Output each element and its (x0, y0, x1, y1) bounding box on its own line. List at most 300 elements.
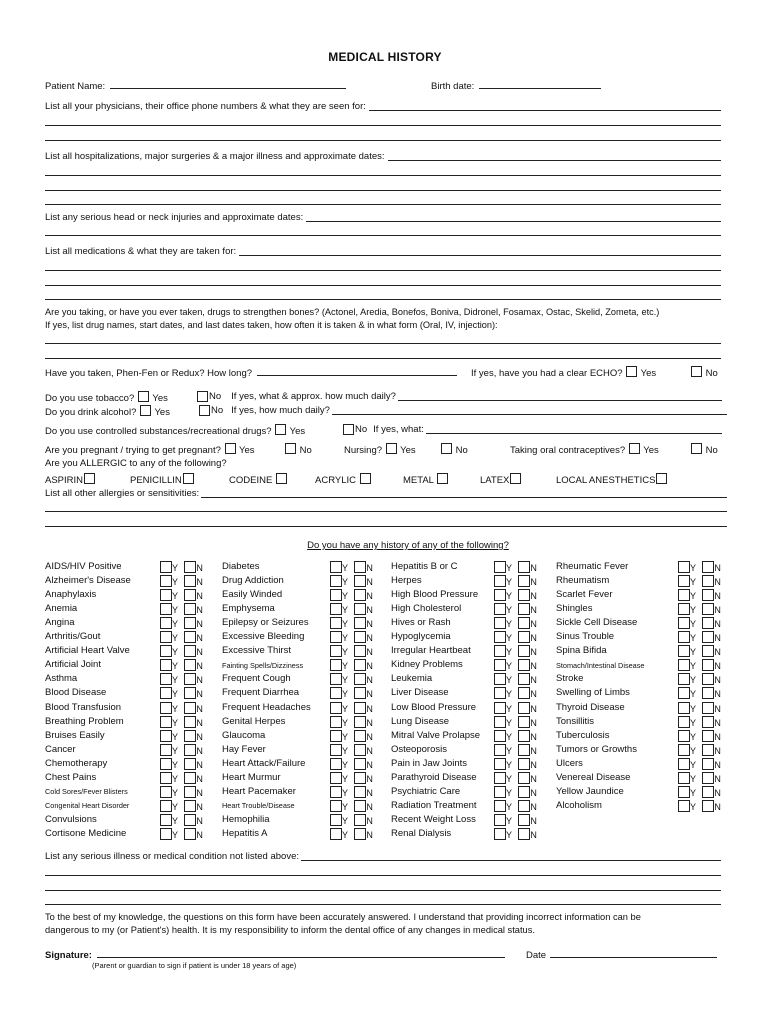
condition-yes-checkbox[interactable] (494, 575, 506, 587)
condition-no-checkbox[interactable] (184, 603, 196, 615)
condition-no-checkbox[interactable] (702, 716, 714, 728)
condition-yes-checkbox[interactable] (494, 673, 506, 685)
condition-yes-checkbox[interactable] (678, 730, 690, 742)
condition-yes-label: Y (172, 703, 178, 714)
answer-line[interactable] (45, 358, 721, 359)
answer-line[interactable] (45, 890, 721, 891)
answer-line[interactable] (45, 875, 721, 876)
condition-yes-checkbox[interactable] (160, 800, 172, 812)
nursing-yes-label: Yes (400, 445, 416, 456)
condition-yes-checkbox[interactable] (160, 772, 172, 784)
condition-no-label: N (530, 661, 537, 672)
condition-yes-checkbox[interactable] (330, 673, 342, 685)
condition-yes-no (160, 687, 203, 699)
condition-yes-no (678, 758, 721, 770)
condition-no-checkbox[interactable] (702, 617, 714, 629)
condition-no-label: N (366, 717, 373, 728)
condition-no-checkbox[interactable] (184, 575, 196, 587)
condition-yes-checkbox[interactable] (160, 673, 172, 685)
contraceptives-label: Taking oral contraceptives? (510, 445, 626, 456)
condition-no-checkbox[interactable] (518, 828, 530, 840)
pregnant-no-checkbox[interactable] (285, 443, 296, 454)
physicians-field[interactable] (369, 101, 721, 111)
condition-label: Stroke (556, 673, 584, 685)
allergen-checkbox[interactable] (437, 473, 448, 484)
condition-label: Sinus Trouble (556, 631, 615, 643)
other-illness-label: List any serious illness or medical condition not listed above: (45, 851, 299, 862)
condition-yes-checkbox[interactable] (160, 645, 172, 657)
condition-yes-label: Y (342, 633, 348, 644)
condition-yes-checkbox[interactable] (330, 589, 342, 601)
condition-yes-checkbox[interactable] (330, 617, 342, 629)
allergen-checkbox[interactable] (656, 473, 667, 484)
condition-yes-checkbox[interactable] (678, 758, 690, 770)
condition-yes-checkbox[interactable] (678, 744, 690, 756)
condition-no-checkbox[interactable] (518, 814, 530, 826)
condition-yes-checkbox[interactable] (330, 603, 342, 615)
condition-yes-label: Y (506, 591, 512, 602)
condition-yes-label: Y (506, 829, 512, 840)
condition-yes-checkbox[interactable] (678, 659, 690, 671)
condition-yes-no (494, 702, 537, 714)
condition-no-checkbox[interactable] (184, 687, 196, 699)
condition-no-checkbox[interactable] (702, 631, 714, 643)
condition-yes-checkbox[interactable] (494, 800, 506, 812)
alcohol-followup-field[interactable] (332, 405, 727, 415)
condition-yes-no (330, 730, 373, 742)
condition-no-checkbox[interactable] (184, 772, 196, 784)
phenfen-field[interactable] (257, 366, 457, 376)
condition-label: Excessive Bleeding (222, 631, 305, 643)
condition-label: Rheumatism (556, 575, 610, 587)
condition-yes-checkbox[interactable] (678, 673, 690, 685)
condition-yes-checkbox[interactable] (160, 744, 172, 756)
condition-no-checkbox[interactable] (702, 561, 714, 573)
condition-no-checkbox[interactable] (354, 702, 366, 714)
condition-no-checkbox[interactable] (354, 589, 366, 601)
condition-no-label: N (530, 633, 537, 644)
answer-line[interactable] (45, 285, 721, 286)
condition-no-checkbox[interactable] (184, 828, 196, 840)
condition-yes-checkbox[interactable] (494, 645, 506, 657)
contraceptives-row (510, 443, 659, 456)
condition-yes-checkbox[interactable] (678, 603, 690, 615)
allergen-penicillin (130, 473, 195, 486)
condition-yes-checkbox[interactable] (160, 603, 172, 615)
signature-field[interactable] (97, 948, 505, 958)
condition-yes-checkbox[interactable] (330, 716, 342, 728)
condition-yes-checkbox[interactable] (494, 589, 506, 601)
answer-line[interactable] (45, 125, 721, 126)
condition-yes-checkbox[interactable] (330, 659, 342, 671)
substances-followup-field[interactable] (426, 424, 722, 434)
answer-line[interactable] (45, 511, 727, 512)
condition-yes-checkbox[interactable] (330, 744, 342, 756)
allergen-checkbox[interactable] (276, 473, 287, 484)
condition-yes-checkbox[interactable] (160, 589, 172, 601)
condition-no-checkbox[interactable] (518, 786, 530, 798)
condition-no-label: N (196, 633, 203, 644)
condition-no-checkbox[interactable] (518, 758, 530, 770)
condition-no-checkbox[interactable] (354, 687, 366, 699)
condition-yes-checkbox[interactable] (160, 561, 172, 573)
condition-yes-checkbox[interactable] (160, 659, 172, 671)
condition-no-checkbox[interactable] (184, 744, 196, 756)
condition-yes-label: Y (690, 745, 696, 756)
condition-yes-checkbox[interactable] (494, 828, 506, 840)
condition-yes-checkbox[interactable] (494, 758, 506, 770)
substances-no-row (342, 424, 722, 435)
condition-yes-checkbox[interactable] (678, 575, 690, 587)
condition-label: High Blood Pressure (391, 589, 479, 601)
condition-yes-checkbox[interactable] (678, 772, 690, 784)
condition-no-checkbox[interactable] (518, 645, 530, 657)
condition-yes-checkbox[interactable] (330, 828, 342, 840)
condition-no-label: N (196, 605, 203, 616)
alcohol-yes-label: Yes (154, 407, 170, 418)
condition-yes-checkbox[interactable] (160, 786, 172, 798)
condition-no-checkbox[interactable] (184, 631, 196, 643)
condition-yes-no (494, 758, 537, 770)
condition-no-checkbox[interactable] (354, 772, 366, 784)
condition-no-checkbox[interactable] (354, 758, 366, 770)
condition-yes-checkbox[interactable] (678, 561, 690, 573)
condition-yes-no (160, 702, 203, 714)
patient-name-field[interactable] (110, 79, 346, 89)
answer-line[interactable] (45, 299, 721, 300)
condition-no-label: N (196, 661, 203, 672)
condition-label: Alcoholism (556, 799, 602, 811)
answer-line[interactable] (45, 140, 721, 141)
contraceptives-no-row (690, 443, 718, 456)
condition-no-checkbox[interactable] (518, 659, 530, 671)
condition-yes-checkbox[interactable] (160, 758, 172, 770)
condition-yes-checkbox[interactable] (160, 631, 172, 643)
condition-yes-label: Y (690, 647, 696, 658)
substances-row (45, 424, 305, 437)
condition-no-checkbox[interactable] (702, 687, 714, 699)
medications-field[interactable] (239, 246, 721, 256)
condition-yes-no (678, 730, 721, 742)
condition-no-checkbox[interactable] (184, 645, 196, 657)
condition-yes-no (494, 744, 537, 756)
echo-yes-checkbox[interactable] (626, 366, 637, 377)
condition-no-checkbox[interactable] (354, 617, 366, 629)
nursing-no-checkbox[interactable] (441, 443, 452, 454)
condition-yes-label: Y (342, 619, 348, 630)
answer-line[interactable] (45, 235, 721, 236)
other-illness-field[interactable] (301, 851, 721, 861)
condition-no-checkbox[interactable] (354, 814, 366, 826)
contraceptives-yes-checkbox[interactable] (629, 443, 640, 454)
condition-yes-checkbox[interactable] (494, 786, 506, 798)
condition-yes-label: Y (506, 731, 512, 742)
condition-yes-label: Y (506, 801, 512, 812)
condition-no-checkbox[interactable] (518, 603, 530, 615)
echo-no-checkbox[interactable] (691, 366, 702, 377)
condition-yes-checkbox[interactable] (330, 730, 342, 742)
condition-no-label: N (714, 703, 721, 714)
condition-no-checkbox[interactable] (354, 716, 366, 728)
condition-yes-checkbox[interactable] (330, 814, 342, 826)
condition-yes-checkbox[interactable] (494, 659, 506, 671)
condition-yes-checkbox[interactable] (160, 716, 172, 728)
condition-no-checkbox[interactable] (702, 589, 714, 601)
condition-yes-label: Y (506, 605, 512, 616)
condition-no-checkbox[interactable] (354, 786, 366, 798)
condition-label: Heart Attack/Failure (222, 757, 306, 769)
condition-yes-label: Y (506, 703, 512, 714)
condition-yes-no (678, 687, 721, 699)
guardian-note: (Parent or guardian to sign if patient is under 18 years of age) (92, 961, 297, 970)
condition-no-checkbox[interactable] (518, 589, 530, 601)
tobacco-yes-checkbox[interactable] (138, 391, 149, 402)
condition-no-label: N (196, 829, 203, 840)
condition-no-label: N (714, 633, 721, 644)
condition-yes-label: Y (172, 815, 178, 826)
patient-name-row (45, 79, 346, 92)
condition-yes-checkbox[interactable] (330, 758, 342, 770)
condition-yes-checkbox[interactable] (678, 617, 690, 629)
condition-label: Radiation Treatment (391, 799, 477, 811)
condition-yes-checkbox[interactable] (160, 828, 172, 840)
condition-yes-checkbox[interactable] (494, 772, 506, 784)
condition-no-checkbox[interactable] (354, 673, 366, 685)
allergen-local-anesthetics (556, 473, 668, 486)
condition-yes-checkbox[interactable] (494, 617, 506, 629)
answer-line[interactable] (45, 343, 721, 344)
condition-yes-checkbox[interactable] (330, 786, 342, 798)
condition-no-label: N (530, 745, 537, 756)
condition-yes-checkbox[interactable] (678, 800, 690, 812)
condition-no-checkbox[interactable] (184, 730, 196, 742)
condition-yes-no (160, 716, 203, 728)
substances-no-checkbox[interactable] (343, 424, 354, 435)
condition-yes-checkbox[interactable] (330, 631, 342, 643)
condition-yes-checkbox[interactable] (160, 575, 172, 587)
condition-no-checkbox[interactable] (518, 730, 530, 742)
contraceptives-no-label: No (705, 445, 718, 456)
condition-no-checkbox[interactable] (184, 716, 196, 728)
condition-yes-label: Y (506, 815, 512, 826)
allergen-codeine (229, 473, 288, 486)
substances-yes-checkbox[interactable] (275, 424, 286, 435)
condition-no-checkbox[interactable] (184, 617, 196, 629)
condition-yes-label: Y (506, 563, 512, 573)
condition-no-checkbox[interactable] (702, 758, 714, 770)
alcohol-yes-checkbox[interactable] (140, 405, 151, 416)
condition-yes-label: Y (172, 745, 178, 756)
condition-yes-checkbox[interactable] (494, 603, 506, 615)
condition-no-checkbox[interactable] (518, 617, 530, 629)
condition-label: Low Blood Pressure (391, 701, 477, 713)
condition-yes-checkbox[interactable] (330, 687, 342, 699)
condition-no-checkbox[interactable] (354, 631, 366, 643)
condition-no-checkbox[interactable] (184, 673, 196, 685)
allergen-checkbox[interactable] (360, 473, 371, 484)
condition-no-label: N (714, 563, 721, 573)
condition-yes-checkbox[interactable] (160, 687, 172, 699)
condition-label: Heart Murmur (222, 771, 281, 783)
condition-yes-no (330, 800, 373, 812)
condition-no-checkbox[interactable] (518, 687, 530, 699)
condition-yes-checkbox[interactable] (678, 589, 690, 601)
nursing-yes-checkbox[interactable] (386, 443, 397, 454)
condition-no-checkbox[interactable] (518, 772, 530, 784)
condition-no-checkbox[interactable] (702, 786, 714, 798)
condition-yes-checkbox[interactable] (330, 800, 342, 812)
condition-yes-checkbox[interactable] (330, 575, 342, 587)
condition-no-checkbox[interactable] (518, 744, 530, 756)
condition-yes-checkbox[interactable] (494, 561, 506, 573)
condition-yes-checkbox[interactable] (678, 687, 690, 699)
condition-yes-checkbox[interactable] (678, 716, 690, 728)
condition-label: Frequent Diarrhea (222, 687, 300, 699)
condition-yes-no (494, 800, 537, 812)
condition-yes-checkbox[interactable] (494, 702, 506, 714)
condition-no-checkbox[interactable] (702, 645, 714, 657)
condition-yes-checkbox[interactable] (330, 645, 342, 657)
condition-no-checkbox[interactable] (184, 758, 196, 770)
pregnant-yes-checkbox[interactable] (225, 443, 236, 454)
condition-no-checkbox[interactable] (518, 575, 530, 587)
condition-no-label: N (196, 801, 203, 812)
condition-yes-checkbox[interactable] (160, 730, 172, 742)
alcohol-no-checkbox[interactable] (199, 405, 210, 416)
condition-no-checkbox[interactable] (518, 716, 530, 728)
condition-yes-checkbox[interactable] (678, 702, 690, 714)
allergen-label: LATEX (480, 475, 510, 486)
condition-yes-label: Y (690, 563, 696, 573)
condition-no-label: N (366, 619, 373, 630)
allergen-acrylic (315, 473, 372, 486)
condition-yes-no (494, 772, 537, 784)
condition-yes-no (678, 561, 721, 573)
condition-yes-label: Y (690, 773, 696, 784)
condition-yes-no (330, 603, 373, 615)
condition-no-checkbox[interactable] (184, 800, 196, 812)
condition-no-checkbox[interactable] (354, 744, 366, 756)
condition-yes-checkbox[interactable] (330, 702, 342, 714)
condition-yes-no (160, 730, 203, 742)
condition-no-checkbox[interactable] (184, 659, 196, 671)
condition-no-label: N (366, 647, 373, 658)
allergen-checkbox[interactable] (510, 473, 521, 484)
condition-no-checkbox[interactable] (184, 702, 196, 714)
condition-yes-checkbox[interactable] (678, 645, 690, 657)
echo-yes-label: Yes (640, 368, 657, 379)
condition-no-checkbox[interactable] (702, 772, 714, 784)
condition-no-checkbox[interactable] (702, 702, 714, 714)
answer-line[interactable] (45, 190, 721, 191)
answer-line[interactable] (45, 175, 721, 176)
contraceptives-no-checkbox[interactable] (691, 443, 702, 454)
condition-yes-checkbox[interactable] (494, 744, 506, 756)
condition-no-checkbox[interactable] (354, 730, 366, 742)
condition-label: Psychiatric Care (391, 785, 461, 797)
condition-no-checkbox[interactable] (518, 673, 530, 685)
condition-no-checkbox[interactable] (702, 744, 714, 756)
condition-no-checkbox[interactable] (354, 575, 366, 587)
answer-line[interactable] (45, 270, 721, 271)
condition-yes-no (494, 730, 537, 742)
condition-no-checkbox[interactable] (354, 800, 366, 812)
birth-date-field[interactable] (479, 79, 601, 89)
condition-yes-checkbox[interactable] (494, 814, 506, 826)
signature-label: Signature: (45, 950, 92, 961)
condition-label: Rheumatic Fever (556, 561, 629, 572)
answer-line[interactable] (45, 204, 721, 205)
condition-no-checkbox[interactable] (518, 702, 530, 714)
condition-no-checkbox[interactable] (354, 603, 366, 615)
condition-no-checkbox[interactable] (702, 659, 714, 671)
condition-no-checkbox[interactable] (702, 800, 714, 812)
alcohol-label: Do you drink alcohol? (45, 407, 137, 418)
condition-no-checkbox[interactable] (184, 589, 196, 601)
tobacco-followup-field[interactable] (398, 391, 722, 401)
other-allergies-field[interactable] (201, 488, 727, 498)
condition-yes-checkbox[interactable] (330, 561, 342, 573)
condition-label: Drug Addiction (222, 575, 284, 587)
condition-no-checkbox[interactable] (702, 603, 714, 615)
allergen-checkbox[interactable] (84, 473, 95, 484)
condition-no-label: N (196, 689, 203, 700)
condition-no-checkbox[interactable] (354, 561, 366, 573)
condition-no-checkbox[interactable] (518, 561, 530, 573)
condition-no-checkbox[interactable] (354, 659, 366, 671)
condition-yes-checkbox[interactable] (678, 786, 690, 798)
condition-yes-checkbox[interactable] (160, 814, 172, 826)
date-field[interactable] (550, 948, 717, 958)
condition-no-checkbox[interactable] (702, 730, 714, 742)
condition-label: Blood Transfusion (45, 701, 122, 713)
injuries-field[interactable] (306, 212, 721, 222)
condition-yes-checkbox[interactable] (160, 702, 172, 714)
hospitalizations-field[interactable] (388, 151, 721, 161)
alcohol-row (45, 405, 170, 418)
answer-line[interactable] (45, 526, 727, 527)
condition-yes-label: Y (172, 577, 178, 588)
condition-no-checkbox[interactable] (518, 631, 530, 643)
condition-no-checkbox[interactable] (702, 673, 714, 685)
condition-no-checkbox[interactable] (184, 786, 196, 798)
tobacco-no-checkbox[interactable] (197, 391, 208, 402)
condition-yes-checkbox[interactable] (494, 631, 506, 643)
bones-question: Are you taking, or have you ever taken, drugs to strengthen bones? (Actonel, Aredia, Bonefos, Boniva, Didronel, Fosamax, Ostac, Skelid, Zometa, etc.) (45, 307, 660, 317)
injuries-label: List any serious head or neck injuries and approximate dates: (45, 212, 304, 223)
condition-yes-checkbox[interactable] (494, 730, 506, 742)
condition-yes-checkbox[interactable] (160, 617, 172, 629)
condition-no-checkbox[interactable] (518, 800, 530, 812)
condition-yes-checkbox[interactable] (678, 631, 690, 643)
condition-no-checkbox[interactable] (354, 828, 366, 840)
condition-no-checkbox[interactable] (184, 814, 196, 826)
condition-no-checkbox[interactable] (702, 575, 714, 587)
condition-label: Fainting Spells/Dizziness (222, 660, 304, 670)
condition-no-label: N (366, 591, 373, 602)
answer-line[interactable] (45, 904, 721, 905)
condition-no-label: N (530, 759, 537, 770)
condition-no-checkbox[interactable] (354, 645, 366, 657)
allergen-checkbox[interactable] (183, 473, 194, 484)
condition-yes-checkbox[interactable] (494, 716, 506, 728)
condition-yes-checkbox[interactable] (330, 772, 342, 784)
allergen-label: PENICILLIN (130, 475, 182, 486)
condition-yes-label: Y (172, 689, 178, 700)
condition-no-checkbox[interactable] (184, 561, 196, 573)
condition-yes-no (330, 772, 373, 784)
condition-yes-checkbox[interactable] (494, 687, 506, 699)
